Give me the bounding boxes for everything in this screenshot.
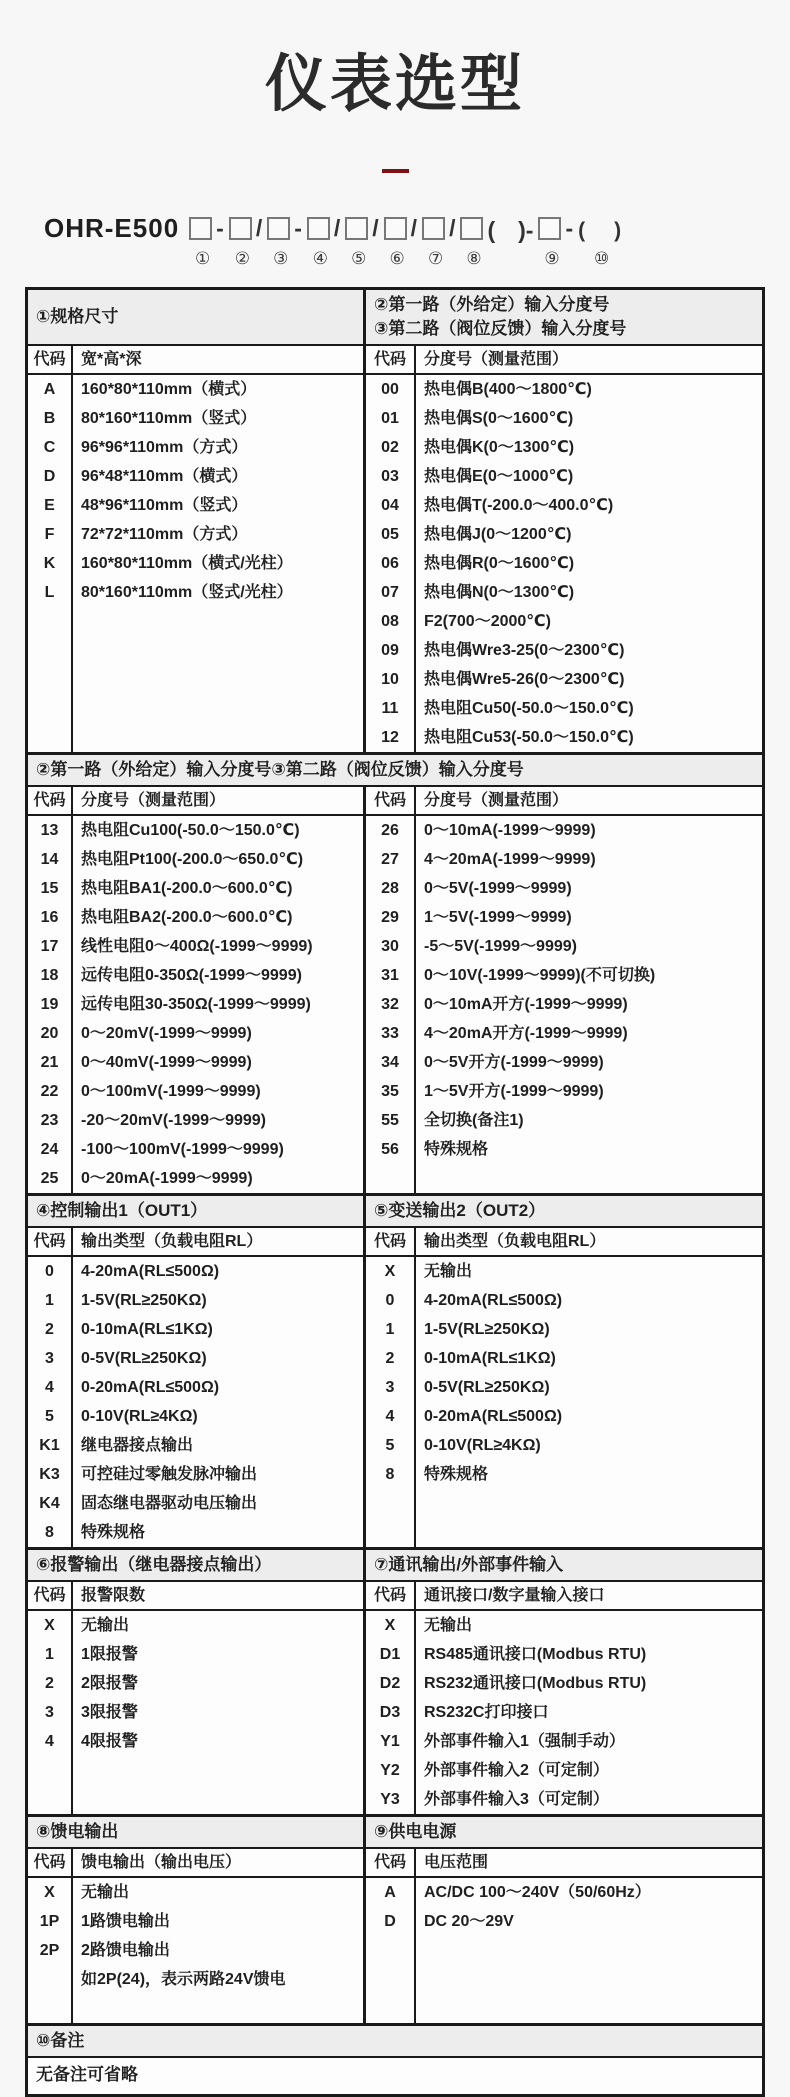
circled-number: ⑤ — [351, 249, 367, 268]
code-column — [366, 1257, 416, 1547]
circled-number: ③ — [273, 249, 289, 268]
code-cell: 2 — [45, 1321, 54, 1338]
desc-cell: 热电偶K(0～1300℃) — [424, 439, 575, 456]
column-headers — [28, 1849, 762, 1878]
model-separator: ( )- — [487, 217, 534, 243]
desc-cell: 外部事件输入2（可定制） — [424, 1762, 609, 1779]
desc-cell: 0～5V(-1999～9999) — [424, 880, 572, 897]
code-cell: K4 — [39, 1495, 60, 1512]
code-cell: 3 — [385, 1379, 395, 1396]
band-body — [28, 1611, 762, 1814]
code-cell: C — [43, 439, 56, 456]
code-cell: 30 — [381, 938, 399, 955]
code-cell: 1 — [45, 1292, 54, 1309]
code-list-out2 — [366, 1257, 762, 1547]
code-cell: 18 — [40, 967, 59, 984]
model-segment — [307, 215, 344, 269]
code-cell: 10 — [381, 671, 399, 688]
desc-cell: DC 20～29V — [424, 1913, 514, 1930]
code-cell: 05 — [381, 526, 399, 543]
section-title-line: ②第一路（外给定）输入分度号 — [374, 295, 610, 314]
model-segment — [384, 215, 421, 269]
code-cell: 8 — [45, 1524, 54, 1541]
circled-number: ⑥ — [389, 249, 405, 268]
code-cell: 03 — [381, 468, 399, 485]
desc-cell: 热电偶T(-200.0～400.0℃) — [424, 497, 614, 514]
code-cell: K1 — [39, 1437, 60, 1454]
model-box — [422, 217, 445, 240]
band-body — [28, 1257, 762, 1547]
code-list-input-a — [366, 375, 762, 752]
desc-cell: 外部事件输入1（强制手动） — [424, 1733, 625, 1750]
code-cell: B — [43, 410, 56, 427]
col-header-code: 代码 — [28, 1849, 73, 1876]
section-title-out2: ⑤变送输出2（OUT2） — [374, 1201, 546, 1220]
model-box — [460, 217, 483, 240]
code-cell: 8 — [385, 1466, 395, 1483]
model-separator: - — [294, 215, 302, 241]
model-segment — [460, 215, 537, 269]
desc-cell: 热电偶N(0～1300℃) — [424, 584, 575, 601]
model-box — [384, 217, 407, 240]
code-cell: 32 — [381, 996, 399, 1013]
band-body — [28, 375, 762, 752]
band-feed-supply — [28, 1814, 762, 2023]
desc-cell: 80*160*110mm（竖式） — [81, 410, 257, 427]
model-paren: ( ) — [578, 218, 626, 242]
code-cell: 07 — [381, 584, 399, 601]
desc-cell: 0～10V(-1999～9999)(不可切换) — [424, 967, 656, 984]
note-text: 无备注可省略 — [36, 2065, 138, 2084]
description-column — [416, 1611, 762, 1814]
code-cell: 20 — [40, 1025, 59, 1042]
code-column — [366, 375, 416, 752]
desc-cell: 0～20mA(-1999～9999) — [81, 1170, 253, 1187]
section-title-out1: ④控制输出1（OUT1） — [28, 1196, 366, 1226]
column-headers — [28, 1582, 762, 1611]
description-column — [416, 816, 762, 1193]
model-separator: / — [372, 215, 379, 241]
col-header-code: 代码 — [28, 787, 73, 814]
code-column — [28, 375, 73, 752]
desc-cell: -5～5V(-1999～9999) — [424, 938, 577, 955]
desc-cell: 1-5V(RL≥250KΩ) — [81, 1292, 207, 1309]
code-cell: 1 — [45, 1646, 54, 1663]
desc-cell: 0～10mA开方(-1999～9999) — [424, 996, 628, 1013]
code-cell: 12 — [381, 729, 399, 746]
col-header-desc: 输出类型（负载电阻RL） — [424, 1233, 606, 1250]
desc-cell: 热电阻BA1(-200.0～600.0℃) — [81, 880, 293, 897]
desc-cell: 热电偶S(0～1600℃) — [424, 410, 574, 427]
model-prefix: OHR-E500 — [44, 213, 180, 243]
code-cell: 5 — [45, 1408, 54, 1425]
model-box — [307, 217, 330, 240]
desc-cell: RS232C打印接口 — [424, 1704, 549, 1721]
code-column — [28, 1257, 73, 1547]
description-column — [73, 1878, 363, 2023]
model-segment — [267, 215, 306, 269]
description-column — [416, 375, 762, 752]
model-separator: / — [410, 215, 418, 241]
circled-number: ⑩ — [593, 249, 610, 268]
band-spec-and-input — [28, 290, 762, 752]
circled-number: ⑧ — [466, 249, 482, 268]
description-column — [73, 1257, 363, 1547]
desc-cell: 远传电阻30-350Ω(-1999～9999) — [81, 996, 311, 1013]
description-column — [73, 816, 363, 1193]
desc-cell: 无输出 — [424, 1263, 473, 1280]
desc-cell: 0-10mA(RL≤1KΩ) — [81, 1321, 213, 1338]
code-cell: 28 — [381, 880, 399, 897]
model-separator: / — [255, 215, 263, 241]
code-column — [366, 1878, 416, 2023]
col-header-desc: 馈电输出（输出电压） — [73, 1849, 366, 1876]
code-cell: 2 — [45, 1675, 54, 1692]
code-list-alarm — [28, 1611, 366, 1814]
desc-cell: 0～100mV(-1999～9999) — [81, 1083, 261, 1100]
desc-cell: RS232通讯接口(Modbus RTU) — [424, 1675, 647, 1692]
code-cell: 23 — [40, 1112, 59, 1129]
model-separator: / — [333, 215, 341, 241]
desc-cell: 无输出 — [81, 1884, 130, 1901]
code-cell: K — [43, 555, 56, 572]
code-cell: 34 — [381, 1054, 399, 1071]
model-box — [267, 217, 290, 240]
code-cell: 01 — [381, 410, 399, 427]
code-cell: A — [384, 1884, 396, 1901]
code-cell: Y2 — [380, 1762, 400, 1779]
code-cell: 00 — [381, 381, 399, 398]
desc-cell: 48*96*110mm（竖式） — [81, 497, 248, 514]
desc-cell: 3限报警 — [81, 1704, 138, 1721]
col-header-code: 代码 — [28, 1582, 73, 1609]
band-alarm-comm — [28, 1547, 762, 1814]
desc-cell: 0-5V(RL≥250KΩ) — [424, 1379, 550, 1396]
code-cell: E — [44, 497, 55, 514]
section-title-note: ⑩备注 — [28, 2026, 762, 2058]
desc-cell: 0-10V(RL≥4KΩ) — [424, 1437, 541, 1454]
code-cell: 26 — [381, 822, 399, 839]
description-column — [416, 1257, 762, 1547]
desc-cell: 固态继电器驱动电压输出 — [81, 1495, 258, 1512]
code-cell: 33 — [381, 1025, 399, 1042]
code-cell: 2 — [385, 1350, 395, 1367]
model-separator: - — [216, 215, 224, 241]
desc-cell: 1限报警 — [81, 1646, 138, 1663]
band-header — [28, 1817, 762, 1849]
code-list-comm — [366, 1611, 762, 1814]
desc-cell: 0～5V开方(-1999～9999) — [424, 1054, 604, 1071]
band-header — [28, 290, 762, 346]
desc-cell: 0～20mV(-1999～9999) — [81, 1025, 252, 1042]
desc-cell: 外部事件输入3（可定制） — [424, 1791, 609, 1808]
desc-cell: 热电阻Cu53(-50.0～150.0℃) — [424, 729, 634, 746]
desc-cell: 热电偶J(0～1200℃) — [424, 526, 572, 543]
code-cell: 21 — [40, 1054, 59, 1071]
band-note — [28, 2023, 762, 2094]
description-column — [73, 1611, 363, 1814]
section-title-feed: ⑧馈电输出 — [28, 1817, 366, 1847]
desc-cell: 可控硅过零触发脉冲输出 — [81, 1466, 258, 1483]
band-body — [28, 1878, 762, 2023]
model-separator: - — [565, 215, 574, 241]
title-divider — [382, 169, 409, 173]
code-cell: 04 — [381, 497, 399, 514]
model-segment — [189, 215, 228, 269]
code-list-input-left — [28, 816, 366, 1193]
desc-cell: 热电阻BA2(-200.0～600.0℃) — [81, 909, 293, 926]
circled-number: ⑨ — [544, 249, 560, 268]
column-headers — [28, 787, 762, 816]
code-cell: 55 — [381, 1112, 399, 1129]
code-cell: X — [44, 1884, 55, 1901]
desc-cell: 72*72*110mm（方式） — [81, 526, 248, 543]
code-list-spec — [28, 375, 366, 752]
circled-number: ④ — [312, 249, 329, 268]
code-cell: 3 — [45, 1704, 54, 1721]
desc-cell: 0-10V(RL≥4KΩ) — [81, 1408, 198, 1425]
code-cell: 31 — [381, 967, 399, 984]
desc-cell: 0-20mA(RL≤500Ω) — [81, 1379, 220, 1396]
desc-cell: 热电阻Cu50(-50.0～150.0℃) — [424, 700, 634, 717]
desc-cell: 0-20mA(RL≤500Ω) — [424, 1408, 563, 1425]
col-header-desc: 宽*高*深 — [73, 346, 366, 373]
model-box — [345, 217, 368, 240]
col-header-code: 代码 — [28, 1228, 73, 1255]
model-separator: / — [449, 215, 456, 241]
code-cell: 4 — [45, 1379, 54, 1396]
desc-cell: 96*48*110mm（横式） — [81, 468, 248, 485]
code-cell: F — [44, 526, 55, 543]
code-cell: 27 — [381, 851, 399, 868]
band-header — [28, 1196, 762, 1228]
code-list-feed — [28, 1878, 366, 2023]
desc-cell: 4～20mA(-1999～9999) — [424, 851, 596, 868]
model-box — [538, 217, 561, 240]
desc-cell: 1～5V(-1999～9999) — [424, 909, 572, 926]
code-cell: 11 — [381, 700, 399, 717]
desc-cell: 热电偶B(400～1800℃) — [424, 381, 592, 398]
section-title-input-continued: ②第一路（外给定）输入分度号③第二路（阀位反馈）输入分度号 — [28, 755, 762, 787]
description-column — [73, 375, 363, 752]
desc-cell: 无输出 — [424, 1617, 473, 1634]
code-cell: 22 — [40, 1083, 59, 1100]
code-cell: 0 — [385, 1292, 395, 1309]
section-title-spec: ①规格尺寸 — [28, 290, 366, 344]
code-cell: 13 — [40, 822, 59, 839]
code-cell: X — [384, 1263, 396, 1280]
col-header-desc: 报警限数 — [73, 1582, 366, 1609]
code-cell: 4 — [45, 1733, 54, 1750]
desc-cell: 如2P(24)，表示两路24V馈电 — [81, 1971, 286, 1988]
col-header-code: 代码 — [28, 346, 73, 373]
code-cell: A — [43, 381, 56, 398]
desc-cell: 1-5V(RL≥250KΩ) — [424, 1321, 550, 1338]
desc-cell: 0～40mV(-1999～9999) — [81, 1054, 252, 1071]
desc-cell: -20～20mV(-1999～9999) — [81, 1112, 266, 1129]
desc-cell: 远传电阻0-350Ω(-1999～9999) — [81, 967, 302, 984]
code-cell: 5 — [385, 1437, 395, 1454]
code-cell: 56 — [381, 1141, 399, 1158]
desc-cell: AC/DC 100～240V（50/60Hz） — [424, 1884, 651, 1901]
col-header-desc: 分度号（测量范围） — [424, 351, 569, 368]
code-cell: 4 — [385, 1408, 395, 1425]
column-headers — [28, 346, 762, 375]
model-box — [189, 217, 212, 240]
code-column — [28, 1878, 73, 2023]
band-body — [28, 816, 762, 1193]
code-cell: 35 — [381, 1083, 399, 1100]
code-cell: 09 — [381, 642, 399, 659]
desc-cell: 1路馈电输出 — [81, 1913, 170, 1930]
desc-cell: 160*80*110mm（横式） — [81, 381, 257, 398]
code-cell: L — [44, 584, 55, 601]
code-cell: 0 — [45, 1263, 54, 1280]
section-title-alarm: ⑥报警输出（继电器接点输出） — [28, 1550, 366, 1580]
model-segment — [422, 215, 459, 269]
code-column — [366, 1611, 416, 1814]
col-header-desc: 分度号（测量范围） — [73, 787, 366, 814]
col-header-desc: 分度号（测量范围） — [424, 792, 569, 809]
code-cell: K3 — [39, 1466, 60, 1483]
code-cell: 02 — [381, 439, 399, 456]
desc-cell: RS485通讯接口(Modbus RTU) — [424, 1646, 647, 1663]
section-title-input — [366, 290, 762, 344]
col-header-desc: 输出类型（负载电阻RL） — [73, 1228, 366, 1255]
desc-cell: 4-20mA(RL≤500Ω) — [81, 1263, 220, 1280]
section-title-line: ③第二路（阀位反馈）输入分度号 — [374, 319, 627, 338]
model-segment — [229, 215, 266, 269]
desc-cell: 2路馈电输出 — [81, 1942, 170, 1959]
desc-cell: 0～10mA(-1999～9999) — [424, 822, 596, 839]
code-list-out1 — [28, 1257, 366, 1547]
selection-table — [25, 287, 765, 2097]
page-title: 仪表选型 — [264, 50, 525, 119]
desc-cell: 热电阻Cu100(-50.0～150.0℃) — [81, 822, 300, 839]
desc-cell: 96*96*110mm（方式） — [81, 439, 248, 456]
code-cell: 24 — [40, 1141, 59, 1158]
desc-cell: 热电阻Pt100(-200.0～650.0℃) — [81, 851, 304, 868]
desc-cell: 热电偶R(0～1600℃) — [424, 555, 575, 572]
code-cell: 29 — [381, 909, 399, 926]
desc-cell: 80*160*110mm（竖式/光柱） — [81, 584, 293, 601]
desc-cell: 线性电阻0～400Ω(-1999～9999) — [81, 938, 313, 955]
desc-cell: -100～100mV(-1999～9999) — [81, 1141, 284, 1158]
code-cell: 15 — [40, 880, 59, 897]
model-segment — [538, 215, 577, 269]
section-title-comm: ⑦通讯输出/外部事件输入 — [374, 1555, 564, 1574]
code-cell: 1 — [385, 1321, 395, 1338]
desc-cell: 继电器接点输出 — [81, 1437, 194, 1454]
col-header-code: 代码 — [366, 1582, 416, 1609]
desc-cell: 无输出 — [81, 1617, 130, 1634]
circled-number: ⑦ — [427, 249, 444, 268]
desc-cell: 4～20mA开方(-1999～9999) — [424, 1025, 628, 1042]
code-column — [28, 816, 73, 1193]
column-headers — [28, 1228, 762, 1257]
desc-cell: 4限报警 — [81, 1733, 138, 1750]
desc-cell: 热电偶Wre3-25(0～2300℃) — [424, 642, 625, 659]
desc-cell: 2限报警 — [81, 1675, 138, 1692]
col-header-code: 代码 — [366, 1228, 416, 1255]
code-list-input-right — [366, 816, 762, 1193]
desc-cell: 4-20mA(RL≤500Ω) — [424, 1292, 563, 1309]
desc-cell: F2(700～2000℃) — [424, 613, 551, 630]
band-input-continued — [28, 752, 762, 1193]
section-title-supply: ⑨供电电源 — [374, 1822, 457, 1841]
code-cell: Y1 — [380, 1733, 400, 1750]
code-cell: 14 — [40, 851, 59, 868]
col-header-code: 代码 — [366, 787, 416, 814]
code-cell: D2 — [379, 1675, 401, 1692]
code-column — [28, 1611, 73, 1814]
col-header-code: 代码 — [366, 346, 416, 373]
code-cell: 1P — [39, 1913, 60, 1930]
code-cell: D3 — [379, 1704, 401, 1721]
desc-cell: 160*80*110mm（横式/光柱） — [81, 555, 293, 572]
code-cell: 3 — [45, 1350, 54, 1367]
code-cell: Y3 — [380, 1791, 400, 1808]
circled-number: ② — [234, 249, 250, 268]
col-header-desc: 电压范围 — [424, 1854, 489, 1871]
band-header — [28, 1550, 762, 1582]
code-column — [366, 816, 416, 1193]
desc-cell: 特殊规格 — [424, 1141, 489, 1158]
circled-number: ① — [195, 249, 211, 268]
model-code-line — [44, 215, 790, 269]
desc-cell: 0-5V(RL≥250KΩ) — [81, 1350, 207, 1367]
code-cell: 17 — [40, 938, 59, 955]
code-cell: 06 — [381, 555, 399, 572]
code-cell: X — [44, 1617, 55, 1634]
desc-cell: 特殊规格 — [424, 1466, 489, 1483]
code-cell: 16 — [40, 909, 59, 926]
model-code-groups — [189, 215, 626, 269]
code-cell: 08 — [381, 613, 399, 630]
code-cell: D1 — [379, 1646, 401, 1663]
model-box — [229, 217, 252, 240]
code-cell: D — [43, 468, 56, 485]
col-header-code: 代码 — [366, 1849, 416, 1876]
col-header-desc: 通讯接口/数字量输入接口 — [424, 1587, 605, 1604]
band-outputs — [28, 1193, 762, 1547]
desc-cell: 1～5V开方(-1999～9999) — [424, 1083, 604, 1100]
code-cell: 19 — [40, 996, 59, 1013]
desc-cell: 热电偶Wre5-26(0～2300℃) — [424, 671, 625, 688]
code-cell: 2P — [39, 1942, 60, 1959]
code-cell: D — [384, 1913, 396, 1930]
desc-cell: 0-10mA(RL≤1KΩ) — [424, 1350, 556, 1367]
code-cell — [28, 1965, 71, 1994]
code-cell: X — [384, 1617, 396, 1634]
description-column — [416, 1878, 762, 2023]
model-segment — [345, 215, 382, 269]
desc-cell: 全切换(备注1) — [424, 1112, 524, 1129]
desc-cell: 特殊规格 — [81, 1524, 146, 1541]
model-segment — [578, 215, 625, 269]
desc-cell: 热电偶E(0～1000℃) — [424, 468, 574, 485]
code-list-supply — [366, 1878, 762, 2023]
code-cell: 25 — [40, 1170, 59, 1187]
